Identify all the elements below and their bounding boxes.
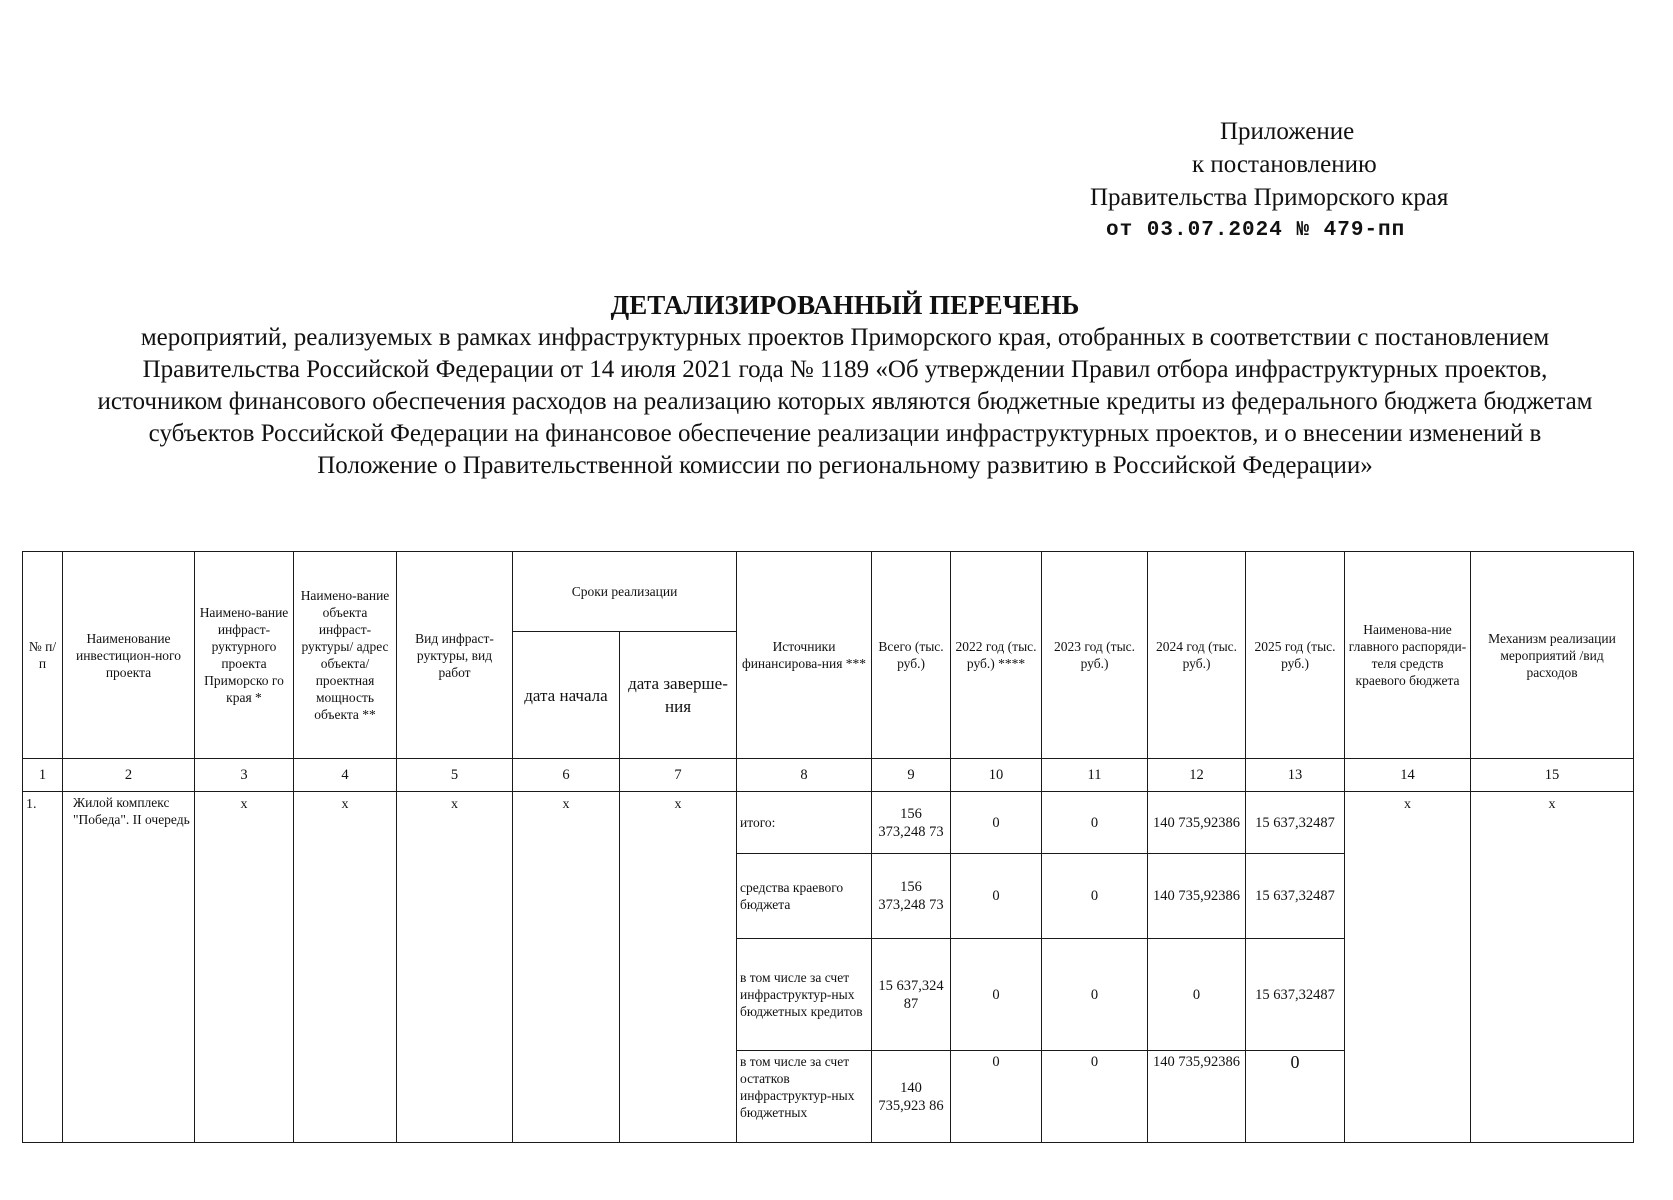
funding-2023: 0 bbox=[1042, 1051, 1148, 1143]
funding-2023: 0 bbox=[1042, 792, 1148, 854]
cell-start-date: х bbox=[513, 792, 620, 1143]
header-infrastructure-object: Наимено-вание объекта инфраст-руктуры/ адрес объекта/ проектная мощность объекта ** bbox=[294, 552, 397, 759]
funding-2022: 0 bbox=[951, 854, 1042, 939]
funding-total: 140 735,923 86 bbox=[872, 1051, 951, 1143]
header-infrastructure-project: Наимено-вание инфраст-руктурного проекта Приморско го края * bbox=[195, 552, 294, 759]
column-number: 7 bbox=[620, 759, 737, 792]
column-number: 15 bbox=[1471, 759, 1634, 792]
cell-infrastructure-object: х bbox=[294, 792, 397, 1143]
appendix-block bbox=[1090, 115, 1590, 247]
funding-source-name: итого: bbox=[737, 792, 872, 854]
cell-implementation-mechanism: х bbox=[1471, 792, 1634, 1143]
funding-2025: 15 637,32487 bbox=[1246, 939, 1345, 1051]
header-funding-sources: Источники финансирова-ния *** bbox=[737, 552, 872, 759]
column-number: 6 bbox=[513, 759, 620, 792]
investment-project-name: Жилой комплекс "Победа". II очередь bbox=[63, 792, 195, 1143]
funding-total: 156 373,248 73 bbox=[872, 854, 951, 939]
column-number: 13 bbox=[1246, 759, 1345, 792]
column-number: 14 bbox=[1345, 759, 1471, 792]
column-number: 9 bbox=[872, 759, 951, 792]
funding-2022: 0 bbox=[951, 939, 1042, 1051]
funding-2022: 0 bbox=[951, 792, 1042, 854]
funding-2023: 0 bbox=[1042, 939, 1148, 1051]
header-year-2024: 2024 год (тыс. руб.) bbox=[1148, 552, 1246, 759]
funding-2024: 140 735,92386 bbox=[1148, 854, 1246, 939]
column-number: 11 bbox=[1042, 759, 1148, 792]
document-title: ДЕТАЛИЗИРОВАННЫЙ ПЕРЕЧЕНЬ bbox=[610, 290, 1080, 320]
header-implementation-mechanism: Механизм реализации мероприятий /вид расходов bbox=[1471, 552, 1634, 759]
column-number: 5 bbox=[397, 759, 513, 792]
funding-2022: 0 bbox=[951, 1051, 1042, 1143]
document-subtitle: мероприятий, реализуемых в рамках инфраструктурных проектов Приморского края, отобранных в соответствии с постановлением Правительства Российской Федерации от 14 июля 2021 года № 1189 «Об утверждении Правил отбора инфраструктурных проектов, источником финансового обеспечения расходов на реализацию которых являются бюджетные кредиты из федерального бюджета бюджетам субъектов Российской Федерации на финансовое обеспечение реализации инфраструктурных проектов, и о внесении изменений в Положение о Правительственной комиссии по региональному развитию в Российской Федерации» bbox=[97, 324, 1593, 479]
header-end-date: дата заверше-ния bbox=[620, 632, 737, 759]
header-implementation-period: Сроки реализации bbox=[513, 552, 737, 632]
funding-2024: 140 735,92386 bbox=[1148, 792, 1246, 854]
column-number: 1 bbox=[23, 759, 63, 792]
funding-2024: 0 bbox=[1148, 939, 1246, 1051]
column-numbers-row bbox=[23, 759, 1634, 792]
cell-infrastructure-type: х bbox=[397, 792, 513, 1143]
appendix-title: Приложение bbox=[1220, 118, 1355, 145]
header-investment-project: Наименование инвестицион-ного проекта bbox=[63, 552, 195, 759]
header-start-date: дата начала bbox=[513, 632, 620, 759]
column-number: 3 bbox=[195, 759, 294, 792]
funding-total: 156 373,248 73 bbox=[872, 792, 951, 854]
header-infrastructure-type: Вид инфраст-руктуры, вид работ bbox=[397, 552, 513, 759]
header-year-2025: 2025 год (тыс. руб.) bbox=[1246, 552, 1345, 759]
cell-budget-administrator: х bbox=[1345, 792, 1471, 1143]
document-heading bbox=[60, 288, 1630, 482]
column-number: 10 bbox=[951, 759, 1042, 792]
funding-2025: 15 637,32487 bbox=[1246, 792, 1345, 854]
appendix-authority: Правительства Приморского края bbox=[1090, 184, 1449, 211]
column-number: 8 bbox=[737, 759, 872, 792]
appendix-reference: к постановлению bbox=[1192, 151, 1377, 178]
header-year-2023: 2023 год (тыс. руб.) bbox=[1042, 552, 1148, 759]
table-row bbox=[23, 792, 1634, 854]
cell-end-date: х bbox=[620, 792, 737, 1143]
funding-2023: 0 bbox=[1042, 854, 1148, 939]
funding-2025: 0 bbox=[1246, 1051, 1345, 1143]
header-number: № п/п bbox=[23, 552, 63, 759]
column-number: 4 bbox=[294, 759, 397, 792]
header-budget-administrator: Наименова-ние главного распоряди-теля средств краевого бюджета bbox=[1345, 552, 1471, 759]
cell-infrastructure-project: х bbox=[195, 792, 294, 1143]
row-number: 1. bbox=[23, 792, 63, 1143]
funding-source-name: средства краевого бюджета bbox=[737, 854, 872, 939]
column-number: 12 bbox=[1148, 759, 1246, 792]
funding-source-name: в том числе за счет инфраструктур-ных бюджетных кредитов bbox=[737, 939, 872, 1051]
header-year-2022: 2022 год (тыс. руб.) **** bbox=[951, 552, 1042, 759]
header-total: Всего (тыс. руб.) bbox=[872, 552, 951, 759]
funding-2025: 15 637,32487 bbox=[1246, 854, 1345, 939]
column-number: 2 bbox=[63, 759, 195, 792]
funding-total: 15 637,324 87 bbox=[872, 939, 951, 1051]
funding-source-name: в том числе за счет остатков инфраструктур-ных бюджетных bbox=[737, 1051, 872, 1143]
appendix-date-number: от 03.07.2024 № 479-пп bbox=[1106, 219, 1406, 242]
funding-2024: 140 735,92386 bbox=[1148, 1051, 1246, 1143]
measures-table bbox=[22, 551, 1634, 1143]
